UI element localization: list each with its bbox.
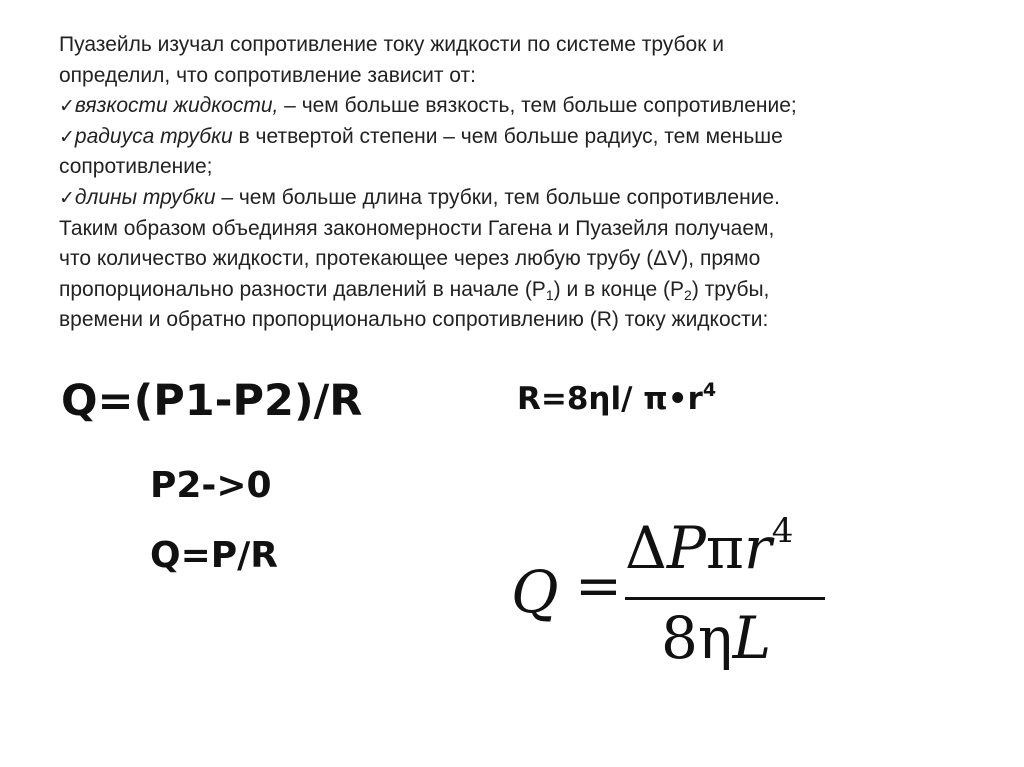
- formula-resistance: [517, 381, 716, 417]
- bullet-text: – чем больше вязкость, тем больше сопротивление;: [278, 94, 797, 118]
- text-segment: ) трубы,: [691, 277, 770, 301]
- text-line: определил, что сопротивление зависит от:: [59, 63, 476, 87]
- bullet-term: радиуса трубки: [74, 124, 233, 148]
- checkmark-icon: ✓: [59, 95, 75, 118]
- fraction-bar: [625, 597, 825, 600]
- pi-symbol: π: [705, 514, 745, 582]
- fraction-denominator: [661, 604, 771, 672]
- formula-lhs: Q: [511, 558, 559, 626]
- bullet-text: в четвертой степени – чем больше радиус, тем меньше: [232, 124, 783, 148]
- denominator-coefficient: 8η: [661, 604, 733, 672]
- bullet-length: [59, 183, 959, 214]
- text-line: Таким образом объединяя закономерности Гагена и Пуазейля получаем,: [59, 216, 775, 240]
- bullet-radius-continued: сопротивление;: [59, 155, 213, 179]
- subscript: 2: [684, 286, 692, 303]
- text-segment: пропорционально разности давлений в начале (P: [59, 277, 546, 301]
- text-line: [59, 275, 959, 306]
- description-paragraph: [59, 30, 959, 336]
- formula-exponent: 4: [702, 379, 717, 401]
- formula-flow-rate: Q=(P1-P2)/R: [61, 376, 363, 426]
- delta-symbol: Δ: [625, 514, 667, 582]
- fraction-numerator: [625, 511, 794, 582]
- formula-resistance-main: R=8ηl/ π•r: [517, 381, 703, 417]
- text-line: Пуазейль изучал сопротивление току жидкости по системе трубок и: [59, 33, 724, 56]
- equals-sign: =: [575, 554, 622, 619]
- bullet-radius: [59, 122, 959, 153]
- length-symbol: L: [732, 604, 772, 672]
- text-line: времени и обратно пропорционально сопротивлению (R) току жидкости:: [59, 308, 769, 332]
- pressure-symbol: P: [666, 514, 706, 582]
- checkmark-icon: ✓: [59, 125, 75, 148]
- formula-pressure-limit: P2->0: [150, 465, 272, 506]
- numerator-exponent: 4: [771, 511, 794, 551]
- checkmark-icon: ✓: [59, 186, 75, 209]
- bullet-term: длины трубки: [74, 185, 216, 209]
- bullet-viscosity: [59, 91, 959, 122]
- subscript: 1: [545, 286, 554, 303]
- text-segment: ) и в конце (P: [553, 277, 685, 301]
- text-line: что количество жидкости, протекающее через любую трубу (ΔV), прямо: [59, 247, 761, 271]
- bullet-term: вязкости жидкости,: [74, 94, 279, 118]
- formula-simplified: Q=P/R: [150, 535, 279, 576]
- radius-symbol: r: [744, 514, 772, 582]
- bullet-text: – чем больше длина трубки, тем больше сопротивление.: [215, 185, 780, 209]
